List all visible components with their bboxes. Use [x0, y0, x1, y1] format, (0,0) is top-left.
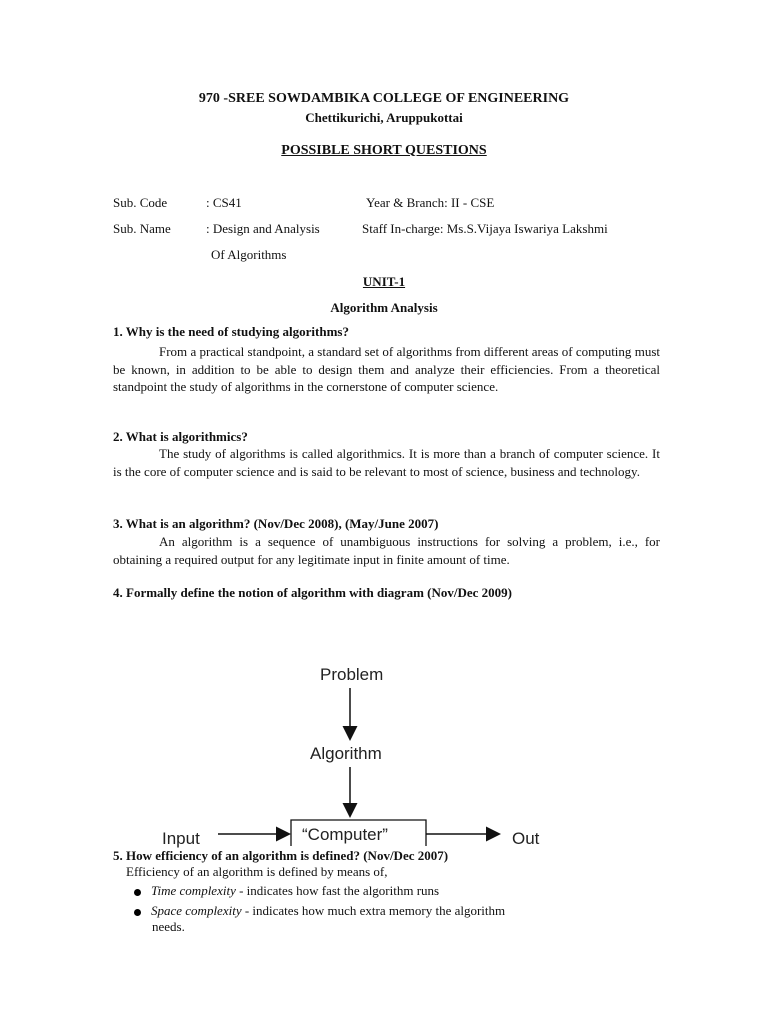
- answer-3: An algorithm is a sequence of unambiguous instructions for solving a problem, i.e., for obtaining a required output for any legitimate input in finite amount of time.: [113, 534, 660, 567]
- answer-2: The study of algorithms is called algorithmics. It is more than a branch of computer science. It is the core of computer science and is said to be relevant to most of science, business and technology.: [113, 446, 660, 479]
- question-2: 2. What is algorithmics?: [113, 429, 248, 444]
- question-1: 1. Why is the need of studying algorithms?: [113, 324, 349, 339]
- diagram-computer: “Computer”: [302, 825, 388, 844]
- sub-name-value-cont: Of Algorithms: [211, 247, 287, 262]
- bullet-dot: [134, 889, 141, 896]
- diagram-algorithm: Algorithm: [310, 744, 382, 763]
- unit-title: UNIT-1: [362, 274, 406, 289]
- staff-in-charge: Staff In-charge: Ms.S.Vijaya Iswariya Lakshmi: [362, 221, 608, 236]
- bullet-term: Space complexity: [151, 903, 242, 918]
- sub-code-label: Sub. Code: [113, 195, 168, 210]
- bullet-time-complexity: [134, 883, 439, 899]
- question-4: 4. Formally define the notion of algorithm with diagram (Nov/Dec 2009): [113, 585, 512, 600]
- bullet-term: Time complexity: [151, 883, 236, 898]
- sub-name-label: Sub. Name: [113, 221, 171, 236]
- bullet-space-complexity: [134, 903, 505, 919]
- answer-5: Efficiency of an algorithm is defined by means of,: [126, 864, 388, 879]
- bullet-desc: - indicates how much extra memory the algorithm: [241, 903, 506, 918]
- document-title: POSSIBLE SHORT QUESTIONS: [281, 143, 487, 158]
- question-3: 3. What is an algorithm? (Nov/Dec 2008), (May/June 2007): [113, 516, 439, 531]
- college-name: 970 -SREE SOWDAMBIKA COLLEGE OF ENGINEERING: [198, 91, 570, 106]
- bullet-desc: - indicates how fast the algorithm runs: [235, 883, 440, 898]
- bullet-space-complexity-cont: needs.: [152, 919, 185, 934]
- sub-code-value: : CS41: [206, 195, 242, 210]
- sub-name-value: : Design and Analysis: [206, 221, 320, 236]
- question-5: 5. How efficiency of an algorithm is defined? (Nov/Dec 2007): [113, 848, 449, 863]
- diagram-problem: Problem: [320, 665, 384, 684]
- computer-box: [291, 820, 426, 846]
- diagram-input: Input: [162, 829, 200, 848]
- bullet-dot: [134, 909, 141, 916]
- answer-1: From a practical standpoint, a standard set of algorithms from different areas of computing must be known, in addition to be able to design them and analyze their efficiencies. From a theoretical standpoint the study of algorithms in the cornerstone of computer science.: [113, 344, 660, 394]
- college-location: Chettikurichi, Aruppukottai: [305, 110, 463, 125]
- year-branch: Year & Branch: II - CSE: [366, 195, 495, 210]
- diagram-output: Out: [512, 829, 540, 848]
- unit-subtitle: Algorithm Analysis: [330, 300, 438, 315]
